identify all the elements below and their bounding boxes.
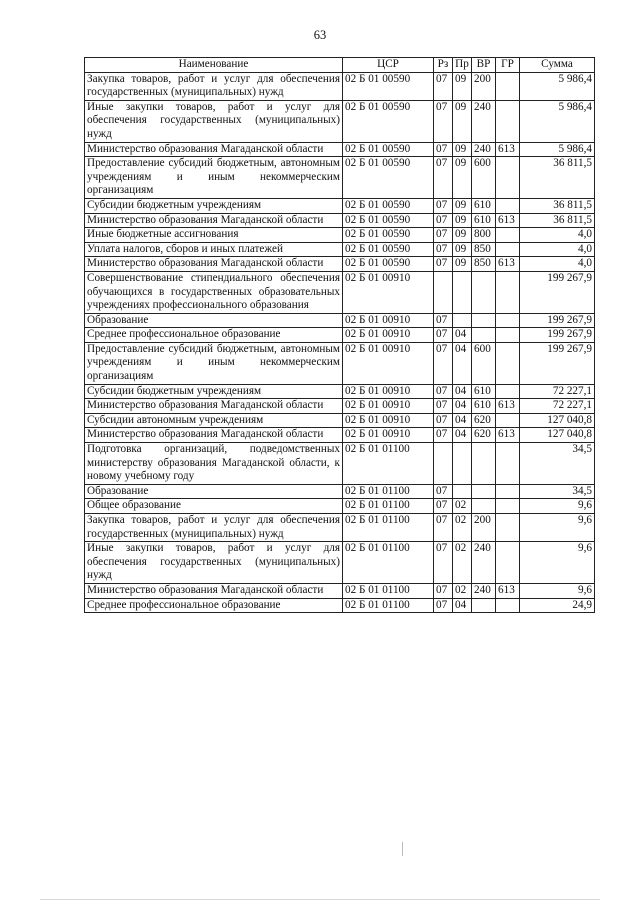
cell-pr: 04 [453, 342, 472, 384]
cell-sum: 199 267,9 [520, 342, 595, 384]
cell-pr: 04 [453, 428, 472, 443]
cell-gr [496, 484, 520, 499]
cell-pr: 09 [453, 72, 472, 100]
cell-pr: 09 [453, 228, 472, 243]
cell-sum: 36 811,5 [520, 198, 595, 213]
cell-rz: 07 [434, 213, 453, 228]
cell-pr [453, 484, 472, 499]
cell-name: Иные бюджетные ассигнования [85, 228, 343, 243]
cell-csr: 02 Б 01 00590 [343, 142, 434, 157]
cell-rz: 07 [434, 242, 453, 257]
cell-sum: 34,5 [520, 484, 595, 499]
cell-pr: 02 [453, 583, 472, 598]
cell-pr: 09 [453, 100, 472, 142]
cell-rz: 07 [434, 157, 453, 199]
cell-sum: 5 986,4 [520, 142, 595, 157]
cell-pr: 02 [453, 542, 472, 584]
table-row [85, 142, 595, 157]
cell-gr [496, 157, 520, 199]
cell-sum: 36 811,5 [520, 157, 595, 199]
cell-vr: 610 [472, 198, 496, 213]
cell-rz: 07 [434, 100, 453, 142]
cell-sum: 36 811,5 [520, 213, 595, 228]
cell-vr [472, 484, 496, 499]
page-bottom-rule [40, 899, 600, 900]
cell-vr: 620 [472, 428, 496, 443]
cell-sum: 9,6 [520, 542, 595, 584]
cell-csr: 02 Б 01 00590 [343, 72, 434, 100]
cell-name: Министерство образования Магаданской области [85, 213, 343, 228]
cell-csr: 02 Б 01 00590 [343, 157, 434, 199]
cell-name: Иные закупки товаров, работ и услуг для обеспечения государственных (муниципальных) нужд [85, 542, 343, 584]
table-row [85, 72, 595, 100]
cell-gr: 613 [496, 257, 520, 272]
cell-name: Среднее профессиональное образование [85, 598, 343, 613]
header-sum: Сумма [520, 58, 595, 73]
table-row [85, 399, 595, 414]
cell-rz: 07 [434, 484, 453, 499]
cell-vr: 240 [472, 542, 496, 584]
cell-rz [434, 271, 453, 313]
table-row [85, 242, 595, 257]
cell-name: Министерство образования Магаданской области [85, 257, 343, 272]
cell-vr: 610 [472, 384, 496, 399]
cell-gr [496, 542, 520, 584]
cell-gr [496, 72, 520, 100]
table-row [85, 328, 595, 343]
cell-vr: 240 [472, 100, 496, 142]
cell-pr: 04 [453, 413, 472, 428]
table-row [85, 257, 595, 272]
cell-csr: 02 Б 01 00590 [343, 198, 434, 213]
cell-sum: 9,6 [520, 499, 595, 514]
cell-vr: 610 [472, 213, 496, 228]
cell-gr [496, 100, 520, 142]
cell-csr: 02 Б 01 00910 [343, 271, 434, 313]
cell-gr [496, 443, 520, 485]
table-row [85, 157, 595, 199]
cell-sum: 199 267,9 [520, 328, 595, 343]
table-row [85, 542, 595, 584]
cell-rz: 07 [434, 384, 453, 399]
cell-vr: 200 [472, 514, 496, 542]
header-rz: Рз [434, 58, 453, 73]
header-csr: ЦСР [343, 58, 434, 73]
cell-vr: 610 [472, 399, 496, 414]
cell-vr [472, 328, 496, 343]
cell-rz: 07 [434, 499, 453, 514]
cell-name: Министерство образования Магаданской области [85, 399, 343, 414]
cell-gr [496, 198, 520, 213]
cell-sum: 72 227,1 [520, 399, 595, 414]
cell-vr: 850 [472, 242, 496, 257]
cell-csr: 02 Б 01 01100 [343, 443, 434, 485]
cell-gr [496, 271, 520, 313]
cell-name: Министерство образования Магаданской области [85, 428, 343, 443]
table-row [85, 583, 595, 598]
cell-gr [496, 514, 520, 542]
cell-sum: 9,6 [520, 514, 595, 542]
cell-sum: 24,9 [520, 598, 595, 613]
cell-name: Закупка товаров, работ и услуг для обеспечения государственных (муниципальных) нужд [85, 72, 343, 100]
cell-pr: 09 [453, 213, 472, 228]
cell-csr: 02 Б 01 01100 [343, 542, 434, 584]
header-vr: ВР [472, 58, 496, 73]
cell-name: Образование [85, 313, 343, 328]
table-row [85, 100, 595, 142]
cell-csr: 02 Б 01 00910 [343, 399, 434, 414]
cell-rz: 07 [434, 598, 453, 613]
budget-table [84, 57, 595, 613]
cell-rz: 07 [434, 142, 453, 157]
table-row [85, 514, 595, 542]
cell-name: Общее образование [85, 499, 343, 514]
cell-csr: 02 Б 01 01100 [343, 583, 434, 598]
cell-vr [472, 443, 496, 485]
cell-name: Министерство образования Магаданской области [85, 142, 343, 157]
table-row [85, 213, 595, 228]
cell-name: Предоставление субсидий бюджетным, автономным учреждениям и иным некоммерческим организациям [85, 342, 343, 384]
cell-gr [496, 598, 520, 613]
cell-pr: 09 [453, 157, 472, 199]
table-row [85, 198, 595, 213]
table-row [85, 342, 595, 384]
cell-rz: 07 [434, 428, 453, 443]
cell-csr: 02 Б 01 00590 [343, 100, 434, 142]
table-row [85, 271, 595, 313]
cell-vr: 240 [472, 142, 496, 157]
cell-name: Субсидии автономным учреждениям [85, 413, 343, 428]
cell-vr: 600 [472, 157, 496, 199]
header-name: Наименование [85, 58, 343, 73]
cell-sum: 72 227,1 [520, 384, 595, 399]
cell-rz: 07 [434, 399, 453, 414]
cell-gr [496, 228, 520, 243]
cell-sum: 199 267,9 [520, 271, 595, 313]
table-row [85, 228, 595, 243]
cell-gr: 613 [496, 428, 520, 443]
cell-rz: 07 [434, 542, 453, 584]
cell-name: Уплата налогов, сборов и иных платежей [85, 242, 343, 257]
cell-name: Образование [85, 484, 343, 499]
table-row [85, 598, 595, 613]
table-row [85, 484, 595, 499]
cell-vr [472, 313, 496, 328]
cell-vr: 240 [472, 583, 496, 598]
cell-sum: 199 267,9 [520, 313, 595, 328]
cell-vr [472, 499, 496, 514]
cell-sum: 4,0 [520, 257, 595, 272]
table-header-row [85, 58, 595, 73]
cell-vr: 200 [472, 72, 496, 100]
cell-name: Иные закупки товаров, работ и услуг для обеспечения государственных (муниципальных) нужд [85, 100, 343, 142]
cell-csr: 02 Б 01 00590 [343, 213, 434, 228]
cell-name: Субсидии бюджетным учреждениям [85, 198, 343, 213]
table-row [85, 313, 595, 328]
cell-vr: 800 [472, 228, 496, 243]
table-row [85, 499, 595, 514]
cell-csr: 02 Б 01 00910 [343, 328, 434, 343]
cell-rz: 07 [434, 413, 453, 428]
cell-sum: 34,5 [520, 443, 595, 485]
cell-csr: 02 Б 01 01100 [343, 484, 434, 499]
cell-pr: 04 [453, 384, 472, 399]
cell-rz: 07 [434, 313, 453, 328]
cell-pr [453, 271, 472, 313]
cell-vr [472, 598, 496, 613]
cell-sum: 9,6 [520, 583, 595, 598]
cell-sum: 127 040,8 [520, 428, 595, 443]
header-gr: ГР [496, 58, 520, 73]
cell-pr: 02 [453, 514, 472, 542]
cell-name: Совершенствование стипендиального обеспечения обучающихся в государственных образовательных учреждениях профессионального образования [85, 271, 343, 313]
cell-sum: 127 040,8 [520, 413, 595, 428]
table-row [85, 443, 595, 485]
cell-sum: 4,0 [520, 228, 595, 243]
table-row [85, 384, 595, 399]
cell-rz: 07 [434, 514, 453, 542]
page-number: 63 [313, 28, 327, 42]
cell-rz: 07 [434, 328, 453, 343]
cell-vr: 620 [472, 413, 496, 428]
cell-pr: 09 [453, 257, 472, 272]
cell-gr [496, 413, 520, 428]
cell-name: Министерство образования Магаданской области [85, 583, 343, 598]
cell-pr: 09 [453, 142, 472, 157]
cell-pr: 04 [453, 399, 472, 414]
cell-gr [496, 384, 520, 399]
cell-sum: 5 986,4 [520, 72, 595, 100]
cell-gr [496, 342, 520, 384]
cell-csr: 02 Б 01 00910 [343, 384, 434, 399]
cell-rz [434, 443, 453, 485]
cell-csr: 02 Б 01 00590 [343, 257, 434, 272]
cell-pr [453, 313, 472, 328]
cell-rz: 07 [434, 342, 453, 384]
scan-mark [402, 842, 403, 856]
cell-pr: 09 [453, 198, 472, 213]
table-row [85, 413, 595, 428]
cell-vr: 850 [472, 257, 496, 272]
cell-name: Закупка товаров, работ и услуг для обеспечения государственных (муниципальных) нужд [85, 514, 343, 542]
cell-pr [453, 443, 472, 485]
table-row [85, 428, 595, 443]
cell-csr: 02 Б 01 00910 [343, 342, 434, 384]
cell-pr: 02 [453, 499, 472, 514]
cell-gr [496, 499, 520, 514]
cell-pr: 04 [453, 598, 472, 613]
cell-name: Предоставление субсидий бюджетным, автономным учреждениям и иным некоммерческим организациям [85, 157, 343, 199]
cell-name: Среднее профессиональное образование [85, 328, 343, 343]
cell-csr: 02 Б 01 01100 [343, 499, 434, 514]
cell-csr: 02 Б 01 00910 [343, 413, 434, 428]
table-body [85, 72, 595, 613]
cell-gr [496, 313, 520, 328]
cell-vr: 600 [472, 342, 496, 384]
cell-name: Подготовка организаций, подведомственных министерству образования Магаданской области, к новому учебному году [85, 443, 343, 485]
cell-rz: 07 [434, 198, 453, 213]
cell-csr: 02 Б 01 00590 [343, 242, 434, 257]
cell-gr: 613 [496, 213, 520, 228]
cell-gr [496, 242, 520, 257]
cell-rz: 07 [434, 72, 453, 100]
cell-csr: 02 Б 01 00910 [343, 313, 434, 328]
cell-rz: 07 [434, 228, 453, 243]
cell-gr: 613 [496, 583, 520, 598]
cell-vr [472, 271, 496, 313]
cell-csr: 02 Б 01 01100 [343, 598, 434, 613]
cell-rz: 07 [434, 583, 453, 598]
cell-sum: 4,0 [520, 242, 595, 257]
cell-pr: 09 [453, 242, 472, 257]
cell-rz: 07 [434, 257, 453, 272]
cell-csr: 02 Б 01 00910 [343, 428, 434, 443]
cell-gr: 613 [496, 399, 520, 414]
cell-pr: 04 [453, 328, 472, 343]
cell-gr: 613 [496, 142, 520, 157]
cell-sum: 5 986,4 [520, 100, 595, 142]
cell-gr [496, 328, 520, 343]
cell-csr: 02 Б 01 01100 [343, 514, 434, 542]
cell-name: Субсидии бюджетным учреждениям [85, 384, 343, 399]
header-pr: Пр [453, 58, 472, 73]
cell-csr: 02 Б 01 00590 [343, 228, 434, 243]
